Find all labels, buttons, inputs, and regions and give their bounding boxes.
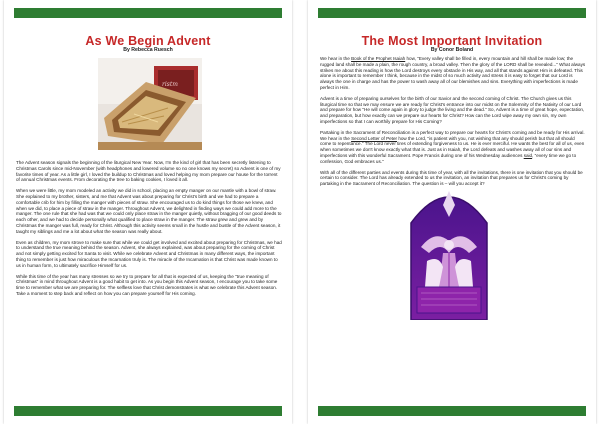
paragraph: When we were little, my mom modeled an activity we did in school, placing an empty manger on our mantle with a bowl of straw. She explained to my brother, sisters, and me that Advent was about preparing for Christ's birth and we had to prepare a comfortable crib for him by filling the manger with pieces of straw. She encouraged us to do kind things for those we knew, and when we did, to place a piece of straw in the manger. Throughout Advent, we delighted in finding ways we could add more to the manger. The one rule that she had was that we could only place straw in the manger quietly, without bragging of our good deeds to each other, and we had to decide personally what qualified to place straw in the manger. The straw grew and grew and by Christmas the manger was full, ready for Christ. Although this activity seems small in the hustle and bustle of the Advent season, it taught my siblings and me a lot about what the season was really about. [16, 188, 282, 234]
paragraph: With all of the different parties and events during this time of year, with all the invitations, there is one invitation that you should be certain to consider. The Lord has already extended to us the invitation, an invitation that prepares us for Christ's coming by partaking in the Sacrament of Reconciliation. The question is – will you accept it? [320, 169, 583, 187]
article-body [16, 160, 282, 302]
article-byline: By Rebecca Ruesch [123, 47, 173, 53]
article-title: The Most Important Invitation [361, 34, 543, 48]
paragraph-text: how, "Every valley shall be filled in, every mountain and hill shall be made low; the rugged land shall be made a plain, the rough country, a broad valley. Then the glory of the LORD shall be revealed..." What always strikes me about this reading is how the Lord destroys every obstacle in His way, and all that stands against Him is defeated. This alone is important to remember I think, because in the midst of so much activity and stress it is easy to forget that our Lord is always the one in charge and has the power to wash away all of our blemishes and sins. Everything with imperfections is made perfect in Him. [320, 56, 586, 90]
peter-link[interactable]: Second Letter of Peter [351, 135, 398, 141]
bottom-green-bar [318, 406, 586, 416]
top-green-bar [14, 8, 282, 18]
paragraph-text: , "every time we go to confession, God embraces us." [320, 152, 577, 164]
paragraph-text: We hear in the [320, 56, 352, 61]
paragraph: Even as children, my mom strove to make sure that while we could get involved and excited about preparing for Christmas, we had to understand the true meaning behind the season. Advent, she always explained, was about preparing for the coming of Christ and not simply getting excited for Santa to visit. While we celebrate Advent and Christmas in many different ways, the important thing to remember is just how miraculous the Incarnation truly is. The miracle of the Incarnation is that Christ was made known to us in human form, to ultimately sacrifice Himself for us. [16, 239, 282, 268]
paragraph: The Advent season signals the beginning of the liturgical New Year. Now, I'm the kind of girl that has been secretly listening to Christmas Carols since mid-November (with headphones and lowered volume so no one knows my secret) so Advent is one of my favorite times of year. As a little girl, I loved the buildup to Christmas and loved helping my mom prepare our house for the torrent of annual Christmas events. From decorating the tree to baking cookies, I loved it all. [16, 160, 281, 183]
paragraph-text: how the Lord, "is patient with you, not wishing that any should perish but that all should come to repentance." The Lord never tires of extending forgiveness to us. He is ever merciful. He wants the best for all of us, even when sometimes we don't know exactly what that is. Just as in Isaiah, the Lord defeats and washes away all of our sins and imperfections with this wonderful Sacrament. Pope Francis during one of his Wednesday audiences [320, 135, 585, 158]
svg-text:ristm: ristm [162, 81, 178, 88]
reconciliation-artwork [409, 183, 489, 320]
right-page [308, 0, 596, 424]
paragraph: While this time of the year has many stresses so we try to prepare for all that is expected of us, keeping the "true meaning of Christmas" in mind throughout Advent is a good habit to get into. As you begin this Advent season, I encourage you to take some time to remember what we are preparing for. The selfless love that Christ demonstrates is what we celebrate this Advent season. Take a moment to step back and reflect on how you can prepare yourself for His coming. [16, 273, 278, 296]
paragraph [320, 56, 586, 91]
paragraph: Advent is a time of preparing ourselves for the birth of our Savior and the second coming of Christ. The Church gives us this liturgical time so that we may ensure we are ready for Christ's entrance into our midst on the Solemnity of the Nativity of our Lord and prepare for how "He will come again in glory to judge the living and the dead." So, Advent is a time of great hope, expectation, and preparation, but how exactly can we prepare our hearts for Christ? How can the Lord wipe away my own sin, my own imperfections so that I can worthily prepare for His Coming? [320, 95, 585, 124]
bottom-green-bar [14, 406, 282, 416]
article-title: As We Begin Advent [85, 34, 211, 48]
said-link[interactable]: said [523, 152, 533, 158]
article-byline: By Conor Boland [430, 47, 474, 53]
isaiah-link[interactable]: Book of the Prophet Isaiah [351, 56, 406, 61]
advent-manger-photo [98, 58, 202, 150]
left-page [4, 0, 292, 424]
paragraph-text: Partaking in the Sacrament of Reconciliation is a perfect way to prepare our hearts for Christ's coming and be ready for His arrival. We hear in the [320, 129, 585, 141]
article-body [320, 56, 586, 192]
paragraph [320, 130, 586, 165]
top-green-bar [318, 8, 586, 18]
